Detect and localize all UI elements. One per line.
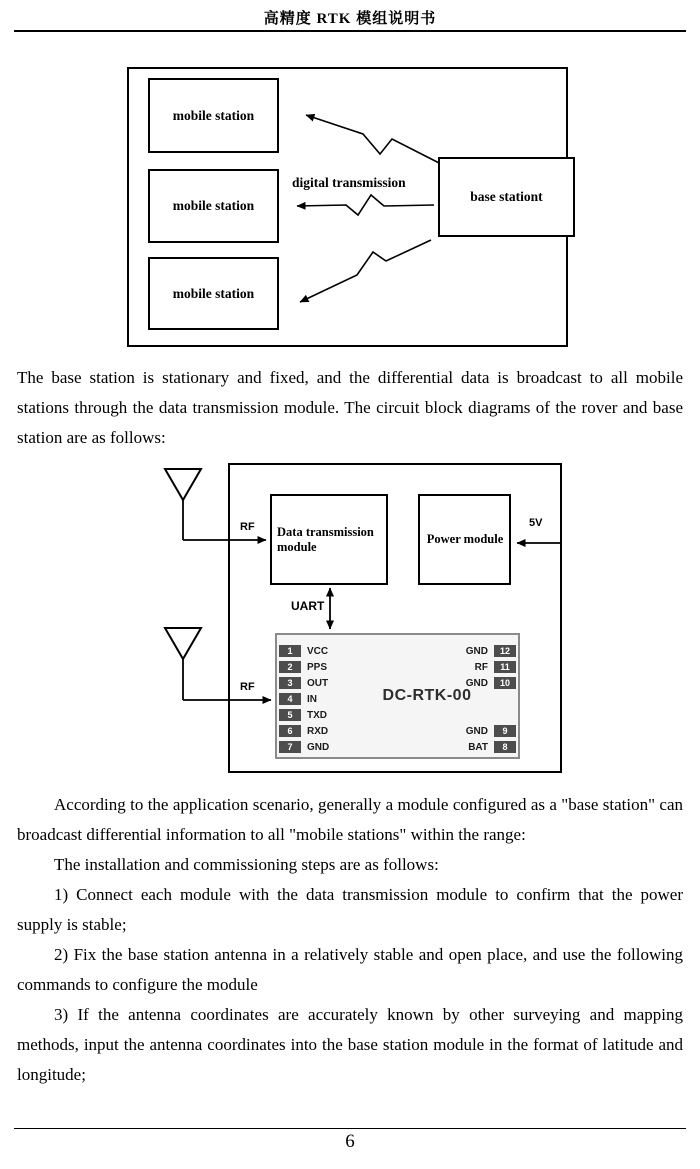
pin-label: PPS [307,661,328,673]
paragraph-installation-steps-heading: The installation and commissioning steps are as follows: [54,855,439,874]
pin-number: 5 [279,709,301,721]
circuit-block-diagram [0,455,700,785]
chip-pin-row [458,645,516,657]
pin-number: 7 [279,741,301,753]
chip-pin-row [458,741,516,753]
rf-label-top: RF [240,521,255,533]
power-module-label: Power module [426,532,504,546]
paragraph-step-2: 2) Fix the base station antenna in a relatively stable and open place, and use the following commands to configure the module [17,945,683,994]
chip-pin-row [279,725,328,737]
power-module-box [418,494,511,585]
antenna-bottom-icon [165,628,201,659]
page-number: 6 [345,1131,355,1152]
pin-number: 3 [279,677,301,689]
pin-number: 11 [494,661,516,673]
chip-pin-row [279,709,327,721]
pin-label: OUT [307,677,329,689]
mobile-station-box-1 [148,78,279,153]
data-transmission-module-box [270,494,388,585]
mobile-station-box-3 [148,257,279,330]
pin-number: 8 [494,741,516,753]
base-station-box [438,157,575,237]
pin-number: 9 [494,725,516,737]
pin-label: GND [465,677,488,689]
mobile-station-label: mobile station [172,285,255,301]
paragraph-step-1: 1) Connect each module with the data transmission module to confirm that the power supply is stable; [17,885,683,934]
pin-number: 10 [494,677,516,689]
chip-pin-row [279,741,329,753]
topology-diagram [0,65,700,357]
pin-number: 4 [279,693,301,705]
digital-transmission-label: digital transmission [292,175,406,190]
base-station-label: base stationt [470,189,543,204]
pin-label: GND [465,645,488,657]
chip-pin-row [279,677,328,689]
pin-label: IN [307,693,317,705]
pin-label: RXD [307,725,329,737]
paragraph-base-station-intro: The base station is stationary and fixed, and the differential data is broadcast to all mobile stations through the data transmission module. The circuit block diagrams of the rover and base station are as follows: [17,368,683,447]
pin-number: 6 [279,725,301,737]
rf-label-bottom: RF [240,681,255,693]
paragraph-step-3: 3) If the antenna coordinates are accurately known by other surveying and mapping methods, input the antenna coordinates into the base station module in the format of latitude and longitude; [17,1005,683,1084]
document-title: 高精度 RTK 模组说明书 [263,11,437,27]
pin-label: GND [465,725,488,737]
header-divider [14,30,686,32]
mobile-station-label: mobile station [172,198,255,213]
pin-number: 12 [494,645,516,657]
chip-pin-row [458,661,516,673]
uart-label: UART [291,599,325,613]
pin-label: BAT [468,741,488,753]
mobile-station-box-2 [148,169,279,243]
antenna-top-icon [165,469,201,500]
pin-label: RF [474,661,488,673]
rtk-chip [275,633,520,759]
pin-label: VCC [307,645,329,657]
chip-pin-row [458,677,516,689]
paragraph-application-scenario: According to the application scenario, generally a module configured as a "base station" can broadcast differential information to all "mobile stations" within the range: [17,795,683,844]
mobile-station-label: mobile station [172,107,255,123]
pin-label: GND [307,741,330,753]
chip-pin-row [279,661,327,673]
power-5v-label: 5V [529,517,543,529]
chip-pin-row [458,725,516,737]
footer-divider [14,1128,686,1129]
chip-pin-row [279,693,317,705]
chip-name: DC-RTK-00 [382,687,472,704]
data-transmission-module-label: Data transmission module [277,524,374,554]
pin-number: 1 [279,645,301,657]
chip-pin-row [279,645,328,657]
intro-paragraph-block [17,363,683,453]
instructions-text-block [17,790,683,1090]
pin-number: 2 [279,661,301,673]
pin-label: TXD [307,709,327,721]
